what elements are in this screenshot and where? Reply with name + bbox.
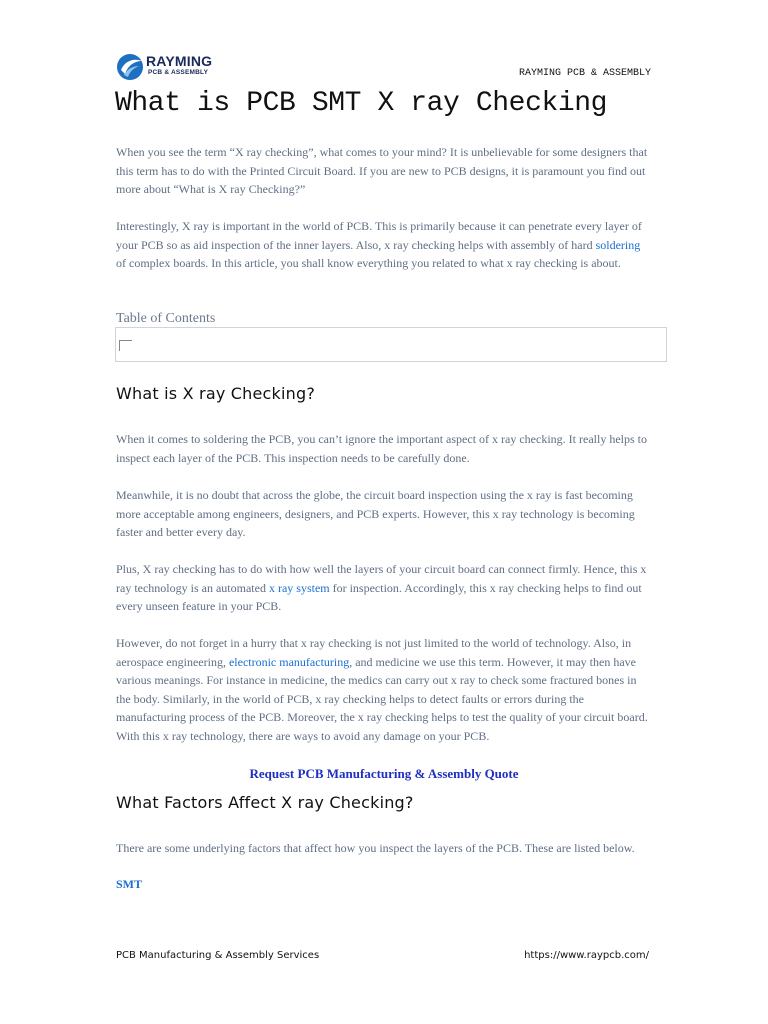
electronic-manufacturing-link[interactable]: electronic manufacturing	[228, 654, 350, 669]
header-company-name: RAYMING PCB & ASSEMBLY	[518, 68, 651, 79]
section1-p3-text-a: Plus, X ray checking has to do with how well the layers of your circuit board can connect firmly. Hence, this x ray technology is an automated	[116, 562, 647, 595]
section-heading-factors: What Factors Affect X ray Checking?	[116, 793, 414, 812]
section1-p4-text-b: , and medicine we use this term. However, it may then have various meanings. For instance in medicine, the medics can carry out x ray to check some fractured bones in the body. Similarly, in the world of PCB, x ray checking helps to detect faults or errors during the manufacturing process of the PCB. Moreover, the x ray checking helps to test the quality of your circuit board. With this x ray technology, there are ways to avoid any damage on your PCB.	[116, 654, 648, 743]
soldering-link[interactable]: soldering	[595, 237, 641, 252]
section1-paragraph-1: When it comes to soldering the PCB, you can’t ignore the important aspect of x ray checking. It really helps to inspect each layer of the PCB. This inspection needs to be carefully done.	[116, 432, 647, 465]
section1-paragraph-3	[116, 560, 648, 616]
toc-title: Table of Contents	[116, 311, 216, 326]
toc-toggle-icon[interactable]	[119, 340, 132, 351]
section-heading-xray-checking: What is X ray Checking?	[116, 384, 316, 403]
section1-paragraph-2: Meanwhile, it is no doubt that across the globe, the circuit board inspection using the x ray is fast becoming more acceptable among engineers, designers, and PCB experts. However, this x ray technology is becoming faster and better every day.	[116, 488, 635, 539]
intro-p2-text-a: Interestingly, X ray is important in the world of PCB. This is primarily because it can penetrate every layer of your PCB so as aid inspection of the inner layers. Also, x ray checking helps with assembly of hard	[116, 219, 642, 252]
section1-p4-text-a: However, do not forget in a hurry that x ray checking is not just limited to the world of technology. Also, in aerospace engineering,	[116, 636, 632, 669]
company-logo	[115, 50, 225, 82]
toc-box	[115, 327, 667, 362]
intro-paragraph-1: When you see the term “X ray checking”, what comes to your mind? It is unbelievable for some designers that this term has to do with the Printed Circuit Board. If you are new to PCB designs, it is paramount you find out more about “What is X ray Checking?”	[116, 145, 648, 196]
page-title: What is PCB SMT X ray Checking	[115, 88, 608, 119]
request-quote-link[interactable]: Request PCB Manufacturing & Assembly Quote	[249, 766, 519, 781]
section2-paragraph-1: There are some underlying factors that affect how you inspect the layers of the PCB. These are listed below.	[116, 841, 635, 855]
smt-link[interactable]: SMT	[116, 877, 143, 891]
logo-name: RAYMING	[146, 53, 213, 69]
intro-p2-text-b: of complex boards. In this article, you shall know everything you related to what x ray checking is about.	[116, 256, 621, 270]
intro-paragraph-2	[116, 217, 648, 273]
footer-services-text: PCB Manufacturing & Assembly Services	[116, 950, 320, 961]
xray-system-link[interactable]: x ray system	[268, 580, 330, 595]
footer-url-link[interactable]: https://www.raypcb.com/	[524, 950, 649, 961]
section1-paragraph-4	[116, 634, 648, 745]
section1-p3-text-b: for inspection. Accordingly, this x ray checking helps to find out every unseen feature in your PCB.	[116, 580, 642, 613]
logo-swoosh-icon	[115, 52, 145, 82]
logo-subtitle: PCB & ASSEMBLY	[148, 69, 209, 76]
